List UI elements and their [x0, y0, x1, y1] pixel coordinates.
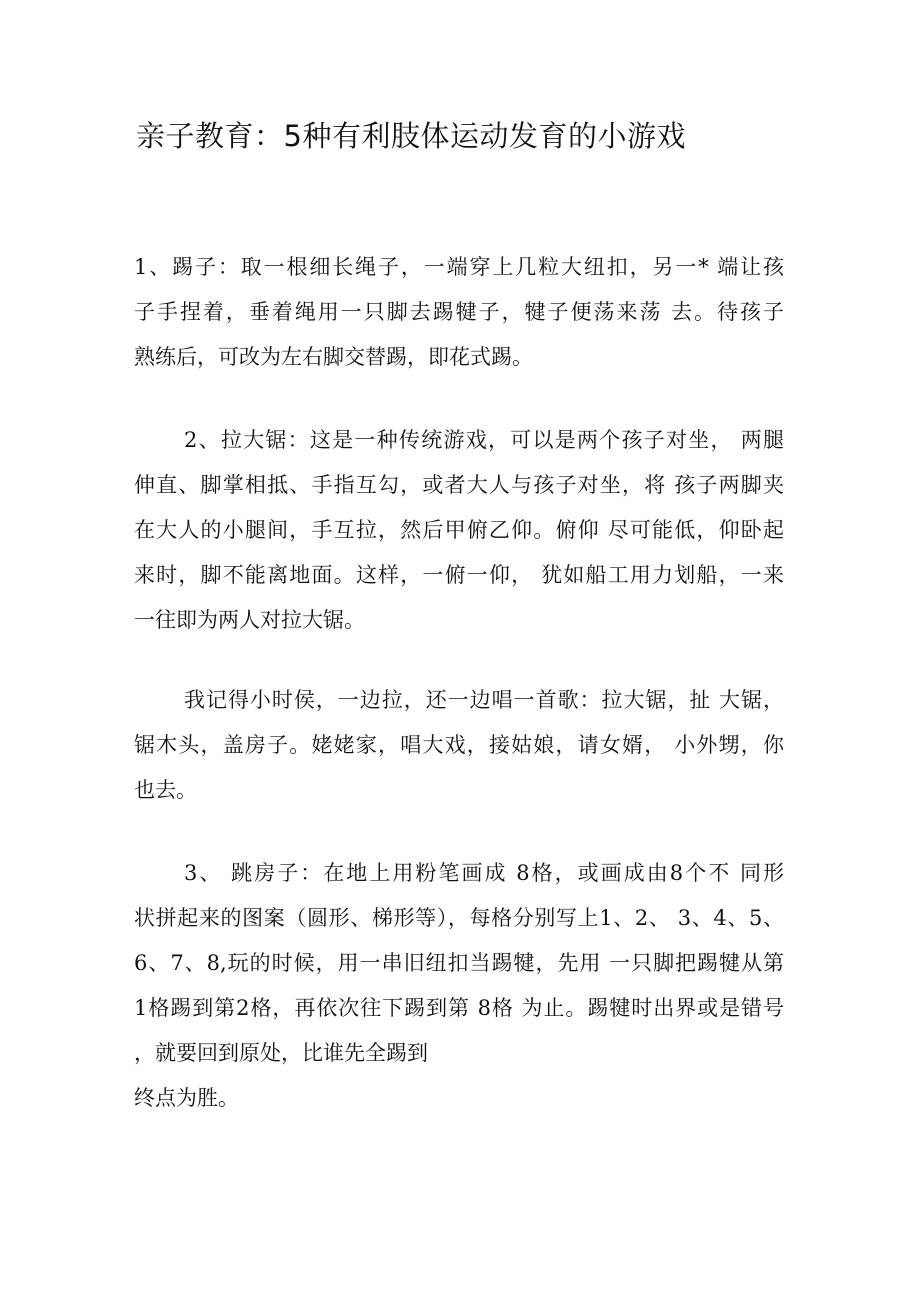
paragraph-line: 我记得小时侯，一边拉，还一边唱一首歌：拉大锯，扯 大锯， [184, 688, 784, 712]
paragraph-song-memory [134, 678, 784, 813]
paragraph-line: 也去。 [134, 778, 197, 802]
paragraph-line: 子手捏着，垂着绳用一只脚去踢犍子，犍子便荡来荡 去。待孩子 [134, 300, 784, 324]
paragraph-la-da-ju [134, 418, 784, 643]
paragraph-line: 1格踢到第2格，再依次往下踢到第 8格 为止。踢犍时出界或是错号 [134, 996, 784, 1020]
paragraph-line: 2、拉大锯：这是一种传统游戏，可以是两个孩子对坐， 两腿 [184, 428, 784, 452]
paragraph-line: 锯木头，盖房子。姥姥家，唱大戏，接姑娘，请女婿， 小外甥，你 [134, 733, 784, 757]
paragraph-line: 3、 跳房子：在地上用粉笔画成 8格，或画成由8个不 同形 [184, 861, 784, 885]
paragraph-line: ，就要回到原处，比谁先全踢到 [134, 1041, 428, 1065]
document-title: 亲子教育：5种有利肢体运动发育的小游戏 [136, 119, 686, 153]
paragraph-hopscotch [134, 851, 784, 1121]
paragraph-jianzi [134, 245, 784, 380]
paragraph-line: 在大人的小腿间，手互拉，然后甲俯乙仰。俯仰 尽可能低，仰卧起 [134, 518, 784, 542]
paragraph-line: 终点为胜。 [134, 1086, 239, 1110]
paragraph-line: 一往即为两人对拉大锯。 [134, 608, 365, 632]
paragraph-line: 状拼起来的图案（圆形、梯形等），每格分别写上1、2、 3、4、5、 [134, 906, 784, 930]
paragraph-line: 来时，脚不能离地面。这样，一俯一仰， 犹如船工用力划船，一来 [134, 563, 784, 587]
paragraph-line: 6、7、8,玩的时候，用一串旧纽扣当踢犍，先用 一只脚把踢犍从第 [134, 951, 784, 975]
paragraph-line: 伸直、脚掌相抵、手指互勾，或者大人与孩子对坐，将 孩子两脚夹 [134, 473, 784, 497]
paragraph-line: 熟练后，可改为左右脚交替踢，即花式踢。 [134, 345, 533, 369]
paragraph-line: 1、踢子：取一根细长绳子，一端穿上几粒大纽扣，另一* 端让孩 [134, 255, 784, 279]
